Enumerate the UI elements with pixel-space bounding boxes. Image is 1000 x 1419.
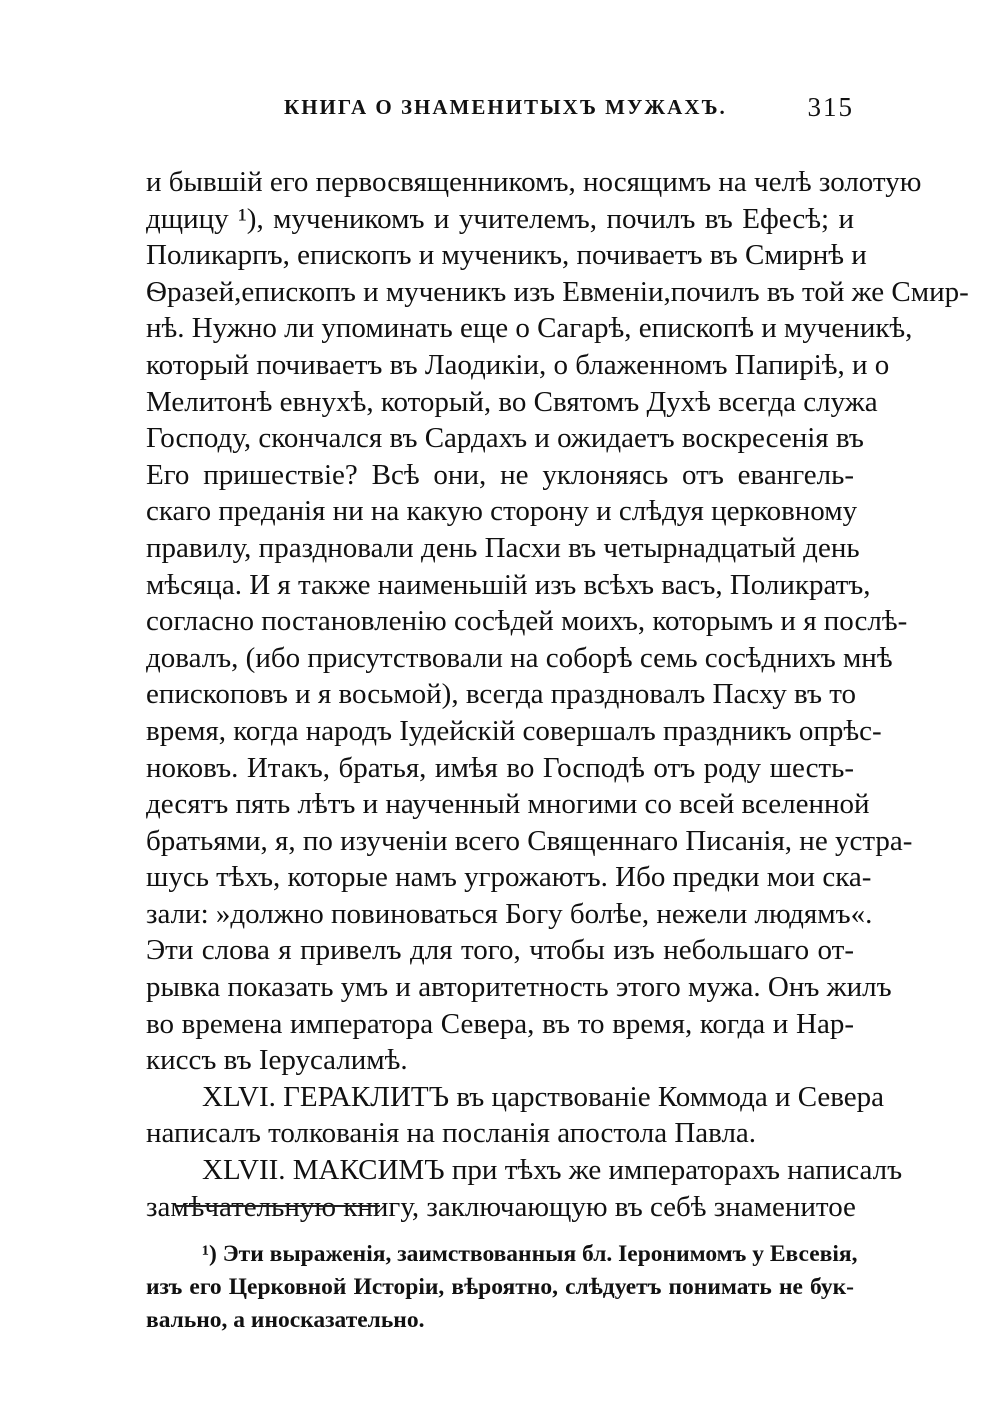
text-line: Ѳразей,епископъ и мученикъ изъ Евменіи,почилъ въ той же Смир- xyxy=(146,275,969,308)
text-line: нѣ. Нужно ли упоминать еще о Сагарѣ, епископѣ и мученикѣ, xyxy=(146,312,913,345)
text-line: XLVII. МАКСИМЪ при тѣхъ же императорахъ написалъ xyxy=(202,1154,903,1187)
text-line: дщицу ¹), мученикомъ и учителемъ, почилъ въ Ефесѣ; и xyxy=(146,202,854,235)
text-line: десятъ пять лѣтъ и наученный многими со всей вселенной xyxy=(146,788,870,821)
text-line: XLVI. ГЕРАКЛИТЪ въ царствованіе Коммода и Севера xyxy=(202,1080,885,1113)
footnote-line: ¹) Эти выраженія, заимствованныя бл. Іеронимомъ у Евсевія, xyxy=(202,1241,858,1267)
text-line: скаго преданія ни на какую сторону и слѣдуя церковному xyxy=(146,495,858,528)
text-line: шусь тѣхъ, которые намъ угрожаютъ. Ибо предки мои ска- xyxy=(146,861,872,894)
text-line: согласно постановленію сосѣдей моихъ, которымъ и я послѣ- xyxy=(146,605,908,638)
text-line: братьями, я, по изученіи всего Священнаго Писанія, не устра- xyxy=(146,824,913,857)
text-line: ноковъ. Итакъ, братья, имѣя во Господѣ отъ роду шесть- xyxy=(146,751,854,784)
text-line: правилу, праздновали день Пасхи въ четырнадцатый день xyxy=(146,531,860,564)
footnote xyxy=(146,1238,858,1337)
text-line: рывка показать умъ и авторитетность этого мужа. Онъ жилъ xyxy=(146,971,892,1004)
running-title: КНИГА О ЗНАМЕНИТЫХЪ МУЖАХЪ. xyxy=(284,95,727,119)
main-text xyxy=(146,164,969,1225)
text-line: довалъ, (ибо присутствовали на соборѣ семь сосѣднихъ мнѣ xyxy=(146,641,893,674)
text-line: Его пришествіе? Всѣ они, не уклоняясь отъ евангель- xyxy=(146,458,854,491)
text-line: написалъ толкованія на посланія апостола Павла. xyxy=(146,1117,757,1150)
text-line: который почиваетъ въ Лаодикіи, о блаженномъ Папиріѣ, и о xyxy=(146,348,890,381)
text-line: Поликарпъ, епископъ и мученикъ, почиваетъ въ Смирнѣ и xyxy=(146,239,867,272)
text-line: Эти слова я привелъ для того, чтобы изъ небольшаго от- xyxy=(146,934,854,967)
footnote-line: изъ его Церковной Исторіи, вѣроятно, слѣдуетъ понимать не бук- xyxy=(146,1274,854,1300)
text-line: киссъ въ Іерусалимѣ. xyxy=(146,1044,408,1077)
text-line: во времена императора Севера, въ то время, когда и Нар- xyxy=(146,1007,854,1040)
text-line: замѣчательную книгу, заключающую въ себѣ знаменитое xyxy=(146,1190,856,1223)
text-line: епископовъ и я восьмой), всегда праздновалъ Пасху въ то xyxy=(146,678,856,711)
footnote-divider xyxy=(176,1205,380,1207)
text-line: и бывшій его первосвященникомъ, носящимъ на челѣ золотую xyxy=(146,166,922,198)
text-line: Мелитонѣ евнухѣ, который, во Святомъ Духѣ всегда служа xyxy=(146,385,878,418)
text-line: зали: »должно повиноваться Богу болѣе, нежели людямъ«. xyxy=(146,897,873,930)
text-line: мѣсяца. И я также наименьшій изъ всѣхъ васъ, Поликратъ, xyxy=(146,568,871,601)
text-line: время, когда народъ Іудейскій совершалъ праздникъ опрѣс- xyxy=(146,714,882,747)
footnote-line: вально, а иносказательно. xyxy=(146,1307,425,1333)
page-number: 315 xyxy=(807,92,854,122)
page-header xyxy=(146,92,854,135)
text-line: Господу, скончался въ Сардахъ и ожидаетъ воскресенія въ xyxy=(146,422,864,455)
